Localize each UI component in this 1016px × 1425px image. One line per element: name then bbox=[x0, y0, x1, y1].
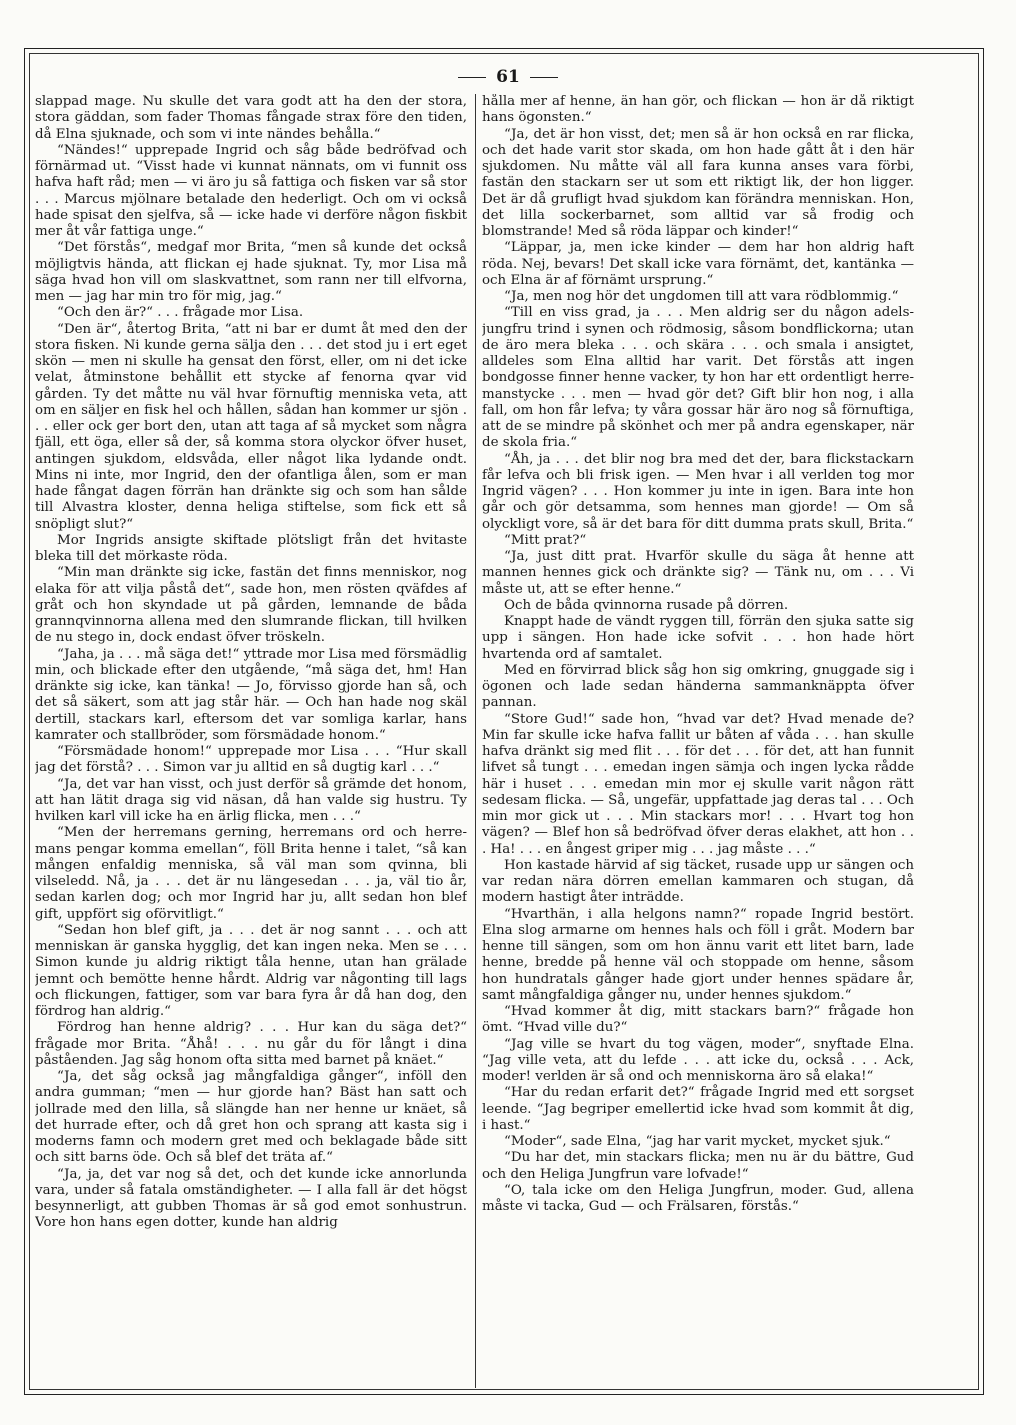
paragraph: “Och den är?“ . . . frågade mor Lisa. bbox=[57, 305, 304, 321]
paragraph: “Det förstås“, medgaf mor Brita, “men så kunde det också möjligtvis hända, att flickan ej hade sjuknat. Ty, mor Lisa må säga hvad hon vill om slaskvattnet, som rann ner till elfvorna, men — jag har min tro för mig, jag.“ bbox=[35, 240, 467, 304]
paragraph: Hon kastade härvid af sig täcket, rusade upp ur sängen och var redan nära dörren emellan kammaren och stugan, då modern hastigt åter inträdde. bbox=[482, 857, 914, 906]
page-number-dash-right bbox=[530, 77, 558, 78]
paragraph: “Den är“, återtog Brita, “att ni bar er dumt åt med den der stora fisken. Ni kunde gerna sälja den . . . det stod ju i ert eget skön — men ni skulle ha gensat den först, eller, om ni det icke velat, åtminstone behållit ett stycke af fenorna qvar vid gården. Ty det måtte nu väl hvar förnuftig menniska veta, att om en säljer en fisk hel och hållen, sådan han kommer ur sjön . . . eller ock ger bort den, utan att taga af så mycket som några fjäll, ett öga, eller så der, så komma stora olyckor öfver huset, antingen sjukdom, eldsvåda, eller något lika lydande ondt. Mins ni inte, mor Ingrid, den der ofantliga ålen, som er man hade fångat dagen förrän han dränkte sig och som han sålde till Alvastra kloster, denna heliga stiftelse, som fick ett så snöpligt slut?“ bbox=[35, 321, 467, 532]
right-column bbox=[482, 94, 914, 1384]
page-number-text: 61 bbox=[496, 67, 520, 87]
paragraph: slappad mage. Nu skulle det vara godt att ha den der stora, stora gäddan, som fader Thomas fångade strax före den tiden, då Elna sjuknade, och som vi inte nändes behålla.“ bbox=[35, 94, 467, 142]
paragraph: “Men der herremans gerning, herremans ord och herremans pengar komma emellan“, föll Brita henne i talet, “så kan mången enfaldig menniska, så väl man som qvinna, bli vilseledd. Nå, ja . . . det är nu längesedan . . . ja, väl tio år, sedan karlen dog; och mor Ingrid har ju, allt sedan hon blef gift, uppfört sig oförvitligt.“ bbox=[35, 825, 467, 922]
page-number-dash-left bbox=[458, 77, 486, 78]
paragraph: “Moder“, sade Elna, “jag har varit mycket, mycket sjuk.“ bbox=[504, 1134, 891, 1149]
paragraph: “Läppar, ja, men icke kinder — dem har hon aldrig haft röda. Nej, bevars! Det skall icke vara förnämt, det, kantänka — och Elna är af förnämt ursprung.“ bbox=[482, 240, 914, 288]
paragraph: Med en förvirrad blick såg hon sig omkring, gnuggade sig i ögonen och lade sedan händerna sammanknäppta öfver pannan. bbox=[482, 662, 914, 711]
paragraph: Fördrog han henne aldrig? . . . Hur kan du säga det?“ frågade mor Brita. “Åhå! . . . nu går du för långt i dina påståenden. Jag såg honom ofta sitta med barnet på knäet.“ bbox=[35, 1020, 467, 1068]
paragraph: “Ja, ja, det var nog så det, och det kunde icke annorlunda vara, under så fatala omständigheter. — I alla fall är det högst besynnerligt, att gubben Thomas är så god emot sonhustrun. Vore hon hans egen dotter, kunde han aldrig bbox=[35, 1166, 467, 1231]
paragraph: Och de båda qvinnorna rusade på dörren. bbox=[504, 597, 789, 613]
paragraph: “Försmädade honom!“ upprepade mor Lisa . . . “Hur skall jag det förstå? . . . Simon var ju alltid en så dugtig karl . . .“ bbox=[35, 744, 467, 776]
paragraph: “Nändes!“ upprepade Ingrid och såg både bedröfvad och förnärmad ut. “Visst hade vi kunnat nännats, om vi funnit oss hafva haft råd; men — vi äro ju så fattiga och fisken var så stor . . . Marcus mjölnare betalade den hederligt. Och om vi också hade spisat den sjelfva, så — icke hade vi derföre någon fiskbit mer åt vår fattiga unge.“ bbox=[35, 142, 467, 239]
paragraph: “Min man dränkte sig icke, fastän det finns menniskor, nog elaka för att vilja påstå det“, sade hon, men rösten qväfdes af gråt och hon skyndade ut på gården, lemnande de båda grannqvinnorna allena med den slumrande flickan, till hvilken de nu stego in, dock endast öfver tröskeln. bbox=[35, 565, 467, 646]
paragraph: “Ja, men nog hör det ungdomen till att vara rödblommig.“ bbox=[504, 289, 899, 304]
paragraph: “Ja, det såg också jag mångfaldiga gånger“, inföll den andra gumman; “men — hur gjorde han? Bäst han satt och jollrade med den lilla, så slängde han ner henne ur knäet, så det hurrade efter, och då gret hon och sprang att kasta sig i moderns famn och modern gret med och beklagade både sitt och sitt barns öde. Och så blef det träta af.“ bbox=[35, 1069, 467, 1166]
paragraph: “Ja, det var han visst, och just derför så grämde det honom, att han lätit draga sig vid näsan, då han valde sig hustru. Ty hvilken karl vill icke ha en ärlig flicka, men . . .“ bbox=[35, 776, 467, 824]
paragraph: “Har du redan erfarit det?“ frågade Ingrid med ett sorgset leende. “Jag begriper emellertid icke hvad som kommit åt dig, i hast.“ bbox=[482, 1085, 914, 1133]
paragraph: “Ja, det är hon visst, det; men så är hon också en rar flicka, och det hade varit stor skada, om hon hade gått åt i den här sjukdomen. Nu måtte väl all fara kunna anses vara förbi, fastän den stackarn ser ut som ett riktigt lik, der hon ligger. Det är då grufligt hvad sjukdom kan förändra menniskan. Hon, det lilla sockerbarnet, som alltid var så frodig och blomstrande! Med så röda läppar och kinder!“ bbox=[482, 126, 914, 239]
column-divider bbox=[475, 94, 476, 1388]
paragraph: hålla mer af henne, än han gör, och flickan — hon är då riktigt hans ögonsten.“ bbox=[482, 94, 914, 126]
paragraph: “Hvarthän, i alla helgons namn?“ ropade Ingrid bestört. Elna slog armarne om hennes hals och föll i gråt. Modern bar henne till sängen, som om hon ännu varit ett litet barn, lade henne, bredde på henne väl och stoppade om henne, såsom hon hundratals gånger hade gjort under hennes spädare år, samt mångfaldiga gånger nu, under hennes sjukdom.“ bbox=[482, 906, 914, 1003]
paragraph: “Ja, just ditt prat. Hvarför skulle du säga åt henne att mannen hennes gick och dränkte sig? — Tänk nu, om . . . Vi måste ut, att se efter henne.“ bbox=[482, 549, 914, 597]
left-column bbox=[35, 94, 467, 1384]
paragraph: “Jag ville se hvart du tog vägen, moder“, snyftade Elna. “Jag ville veta, att du lefde . . . att icke du, också . . . Ack, moder! verlden är så ond och menniskorna äro så elaka!“ bbox=[482, 1036, 914, 1084]
paragraph: “Åh, ja . . . det blir nog bra med det der, bara flickstackarn får lefva och bli frisk igen. — Men hvar i all verlden tog mor Ingrid vägen? . . . Hon kommer ju inte in igen. Bara inte hon går och gör detsamma, som hennes man gjorde! — Om så olyckligt vore, så är det bara för ditt dumma prats skull, Brita.“ bbox=[482, 451, 914, 532]
paragraph: “O, tala icke om den Heliga Jungfrun, moder. Gud, allena måste vi tacka, Gud — och Frälsaren, förstås.“ bbox=[482, 1182, 914, 1214]
paragraph: Knappt hade de vändt ryggen till, förrän den sjuka satte sig upp i sängen. Hon hade icke sofvit . . . hon hade hört hvartenda ord af samtalet. bbox=[482, 614, 914, 662]
paragraph: “Du har det, min stackars flicka; men nu är du bättre, Gud och den Heliga Jungfrun vare lofvade!“ bbox=[482, 1150, 914, 1182]
paragraph: Mor Ingrids ansigte skiftade plötsligt från det hvitaste bleka till det mörkaste röda. bbox=[35, 532, 467, 564]
paragraph: “Hvad kommer åt dig, mitt stackars barn?“ frågade hon ömt. “Hvad ville du?“ bbox=[482, 1004, 914, 1036]
paragraph: “Jaha, ja . . . må säga det!“ yttrade mor Lisa med försmädlig min, och blickade efter den utgående, “må säga det, hm! Han dränkte sig icke, kan tänka! — Jo, förvisso gjorde han så, och det så säkert, som att jag står här. — Och han hade nog skäl dertill, stackars karl, eftersom det var somliga karlar, hans kamrater och stallbröder, som försmädade honom.“ bbox=[35, 646, 467, 743]
paragraph: “Mitt prat?“ bbox=[504, 532, 587, 548]
paragraph: “Store Gud!“ sade hon, “hvad var det? Hvad menade de? Min far skulle icke hafva fallit ur båten af våda . . . han skulle hafva dränkt sig med flit . . . för det . . . för det, att han funnit lifvet så tungt . . . emedan ingen sämja och ingen lycka rådde här i huset . . . emedan min mor ej skulle varit någon rätt sedesam flicka. — Så, ungefär, uppfattade jag deras tal . . . Och min mor gick ut . . . Min stackars mor! . . . Hvart tog hon vägen? — Blef hon så bedröfvad öfver deras elakhet, att hon . . . Ha! . . . en ångest griper mig . . . jag måste . . .“ bbox=[482, 711, 914, 857]
page-number bbox=[0, 67, 1016, 87]
paragraph: “Till en viss grad, ja . . . Men aldrig ser du någon adelsjungfru trind i synen och rödmosig, såsom bondflickorna; utan de äro mera bleka . . . och skära . . . och smala i ansigtet, alldeles som Elna alltid har varit. Det förstås att ingen bondgosse finner henne vacker, ty hon har ett ordentligt herremanstycke . . . men — hvad gör det? Gift blir hon nog, i alla fall, om hon får lefva; ty våra gossar här äro nog så förnuftiga, att de se mindre på skönhet och mer på andra egenskaper, när de skola fria.“ bbox=[482, 305, 914, 451]
paragraph: “Sedan hon blef gift, ja . . . det är nog sannt . . . och att menniskan är ganska hygglig, det kan ingen neka. Men se . . . Simon kunde ju aldrig riktigt tåla henne, utan han grälade jemnt och bemötte henne hårdt. Aldrig var någonting till lags och flickungen, fattiger, som var bara fyra år då han dog, den fördrog han aldrig.“ bbox=[35, 922, 467, 1019]
